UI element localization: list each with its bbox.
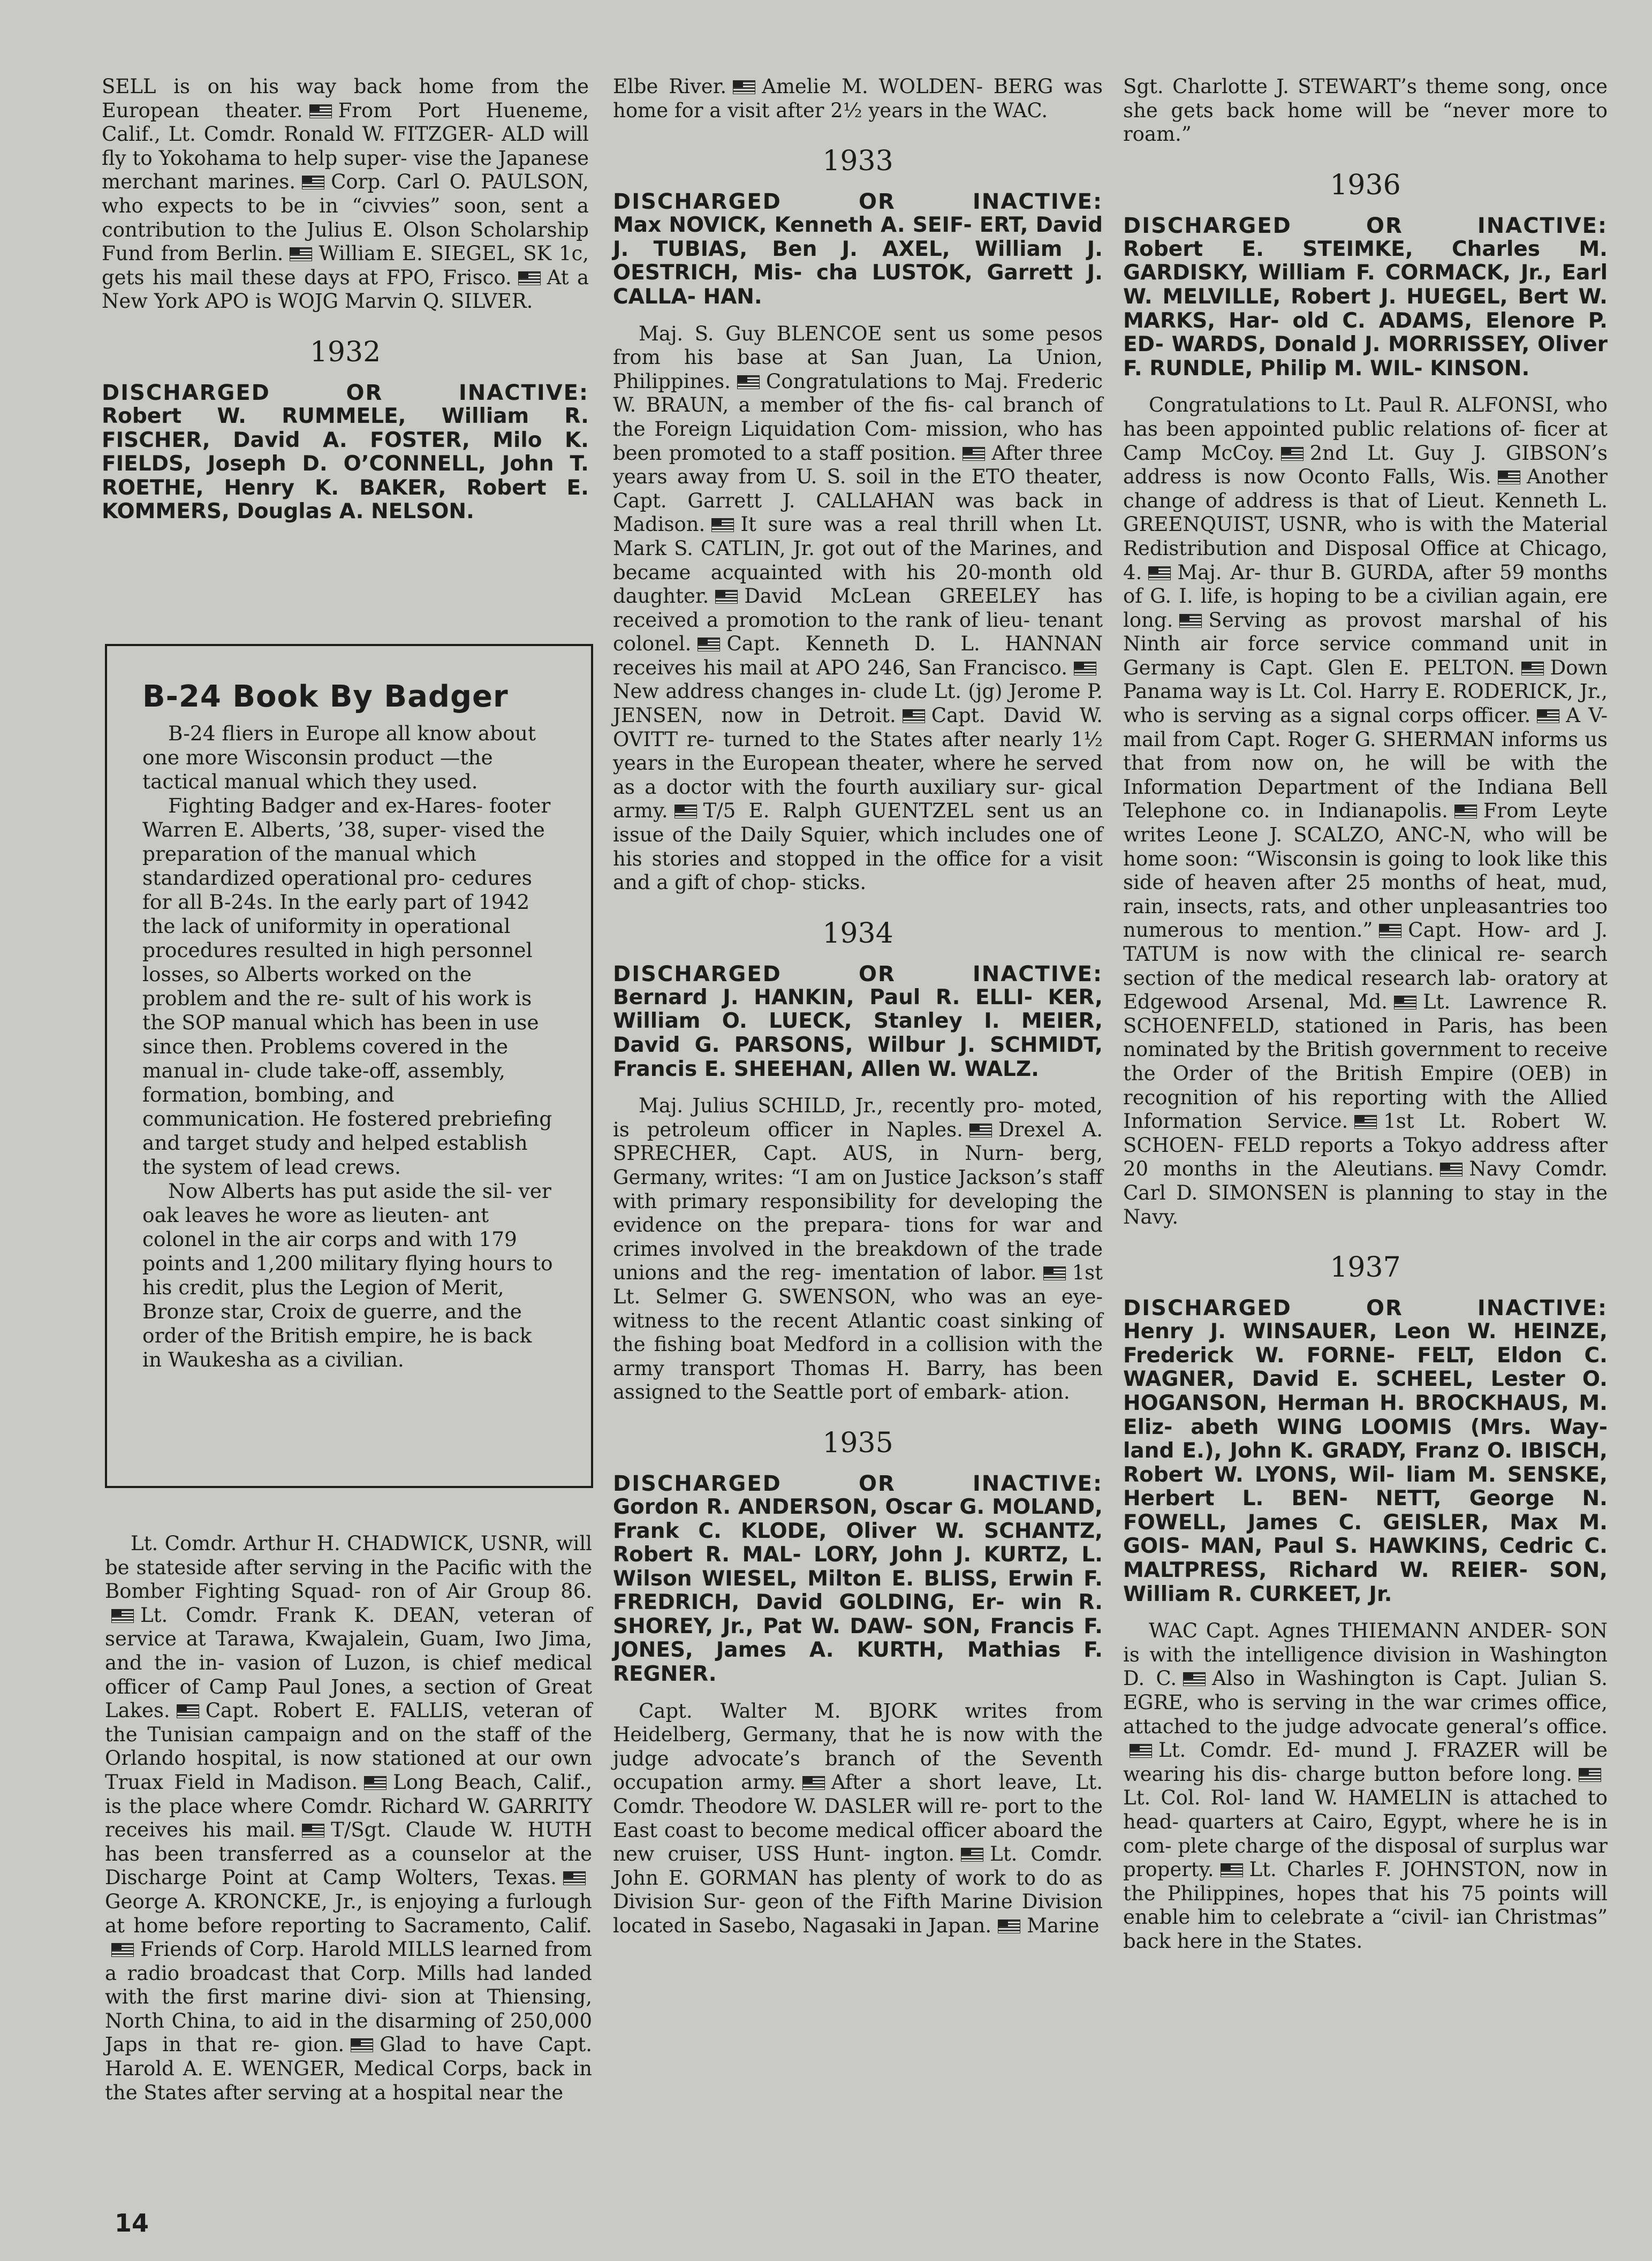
flag-icon — [302, 176, 324, 189]
flag-icon — [563, 1871, 586, 1885]
sidebar-paragraph: B-24 fliers in Europe all know about one more Wisconsin product —the tactical manual which they used. — [142, 722, 536, 793]
news-item: Marine — [1027, 1914, 1100, 1937]
discharged-heading: DISCHARGED OR INACTIVE: — [1123, 1296, 1608, 1321]
flag-icon — [1043, 1266, 1066, 1280]
column-2 — [613, 75, 1103, 1938]
news-item: Lt. Col. Rol- land W. HAMELIN is attached to head- quarters at Cairo, Egypt, where he is in com- plete charge of the disposal of surplus war property. — [1123, 1786, 1608, 1881]
flag-icon — [1521, 662, 1544, 676]
news-item: William E. SIEGEL, SK 1c, gets his mail these days at FPO, Frisco. — [102, 242, 589, 289]
news-item: David McLean GREELEY has received a promotion to the rank of lieu- tenant colonel. — [613, 585, 1103, 656]
sidebar-title: B-24 Book By Badger — [142, 679, 509, 714]
news-item: Friends of Corp. Harold MILLS learned from a radio broadcast that Corp. Mills had landed with the first marine divi- sion at Thiensing, North China, to aid in the disarming of 250,000 Japs in that re- gion. — [105, 1938, 592, 2057]
flag-icon — [715, 590, 738, 604]
news-item: At a New York APO is WOJG Marvin Q. SILVER. — [102, 265, 589, 313]
column-2-intro — [613, 75, 1103, 123]
news-item: Capt. How- ard J. TATUM is now with the clinical re- search section of the medical research lab- oratory at Edgewood Arsenal, Md. — [1123, 919, 1608, 1014]
flag-icon — [698, 638, 720, 651]
discharged-heading: DISCHARGED OR INACTIVE: — [613, 961, 1103, 987]
discharged-names-1935: Gordon R. ANDERSON, Oscar G. MOLAND, Frank C. KLODE, Oliver W. SCHANTZ, Robert R. MAL- LORY, John J. KURTZ, L. Wilson WIESEL, Milton E. BLISS, Erwin F. FREDRICH, David GOLDING, Er- win R. SHOREY, Jr., Pat W. DAW- SON, Francis F. JONES, James A. KURTH, Mathias F. REGNER. — [613, 1494, 1103, 1687]
flag-icon — [675, 805, 697, 818]
flag-icon — [1148, 566, 1171, 580]
news-item: New address changes in- clude Lt. (jg) Jerome P. JENSEN, now in Detroit. — [613, 680, 1103, 727]
news-item: Elbe River. — [613, 75, 727, 98]
news-item: Corp. Carl O. PAULSON, who expects to be in “civvies” soon, sent a contribution to the Julius E. Olson Scholarship Fund from Berlin. — [102, 170, 589, 265]
year-heading-1935: 1935 — [822, 1427, 893, 1459]
sidebar-paragraph: Fighting Badger and ex-Hares- footer Warren E. Alberts, ’38, super- vised the preparation of the manual which standardized operational pro- cedures for all B-24s. In the early part of 1942 the lack of uniformity in operational procedures resulted in high personnel losses, so Alberts worked on the problem and the re- sult of his work is the SOP manual which has been in use since then. Problems covered in the manual in- clude take-off, assembly, formation, bombing, and communication. He fostered prebriefing and target study and helped establish the system of lead crews. — [142, 794, 552, 1179]
news-item: Maj. Ar- thur B. GURDA, after 59 months of G. I. life, is hoping to be a civilian again, ere long. — [1123, 560, 1608, 632]
news-item: Lt. Lawrence R. SCHOENFELD, stationed in Paris, has been nominated by the British government to receive the Order of the British Empire (OEB) in recognition of his reporting with the Allied Information Service. — [1123, 990, 1608, 1133]
flag-icon — [1454, 805, 1477, 818]
flag-icon — [111, 1943, 134, 1957]
discharged-names-1933: Max NOVICK, Kenneth A. SEIF- ERT, David J. TUBIAS, Ben J. AXEL, William J. OESTRICH, Mis- cha LUSTOK, Garrett J. CALLA- HAN. — [613, 213, 1103, 309]
flag-icon — [518, 271, 541, 285]
flag-icon — [1179, 614, 1202, 628]
column-1 — [102, 75, 589, 524]
news-item: Glad to have Capt. Harold A. E. WENGER, Medical Corps, back in the States after serving at a hospital near the — [105, 2033, 593, 2104]
news-item: 1st Lt. Robert W. SCHOEN- FELD reports a Tokyo address after 20 months in the Aleutians. — [1123, 1110, 1608, 1181]
year-heading-1932: 1932 — [309, 336, 381, 368]
flag-icon — [1394, 996, 1416, 1010]
flag-icon — [290, 247, 312, 261]
flag-icon — [1579, 1768, 1601, 1782]
news-item: After three years away from U. S. soil in the ETO theater, Capt. Garrett J. CALLAHAN was back in Madison. — [613, 441, 1103, 536]
flag-icon — [1183, 1672, 1206, 1686]
news-item: 2nd Lt. Guy J. GIBSON’s address is now Oconto Falls, Wis. — [1123, 441, 1608, 489]
flag-icon — [177, 1704, 199, 1718]
column-3 — [1123, 75, 1608, 1954]
discharged-heading: DISCHARGED OR INACTIVE: — [102, 380, 589, 405]
flag-icon — [364, 1776, 387, 1790]
news-item: Long Beach, Calif., is the place where Comdr. Richard W. GARRITY receives his mail. — [105, 1770, 592, 1842]
news-item: Lt. Comdr. John E. GORMAN has plenty of work to do as Division Sur- geon of the Fifth Marine Division located in Sasebo, Nagasaki in Japan. — [613, 1842, 1103, 1937]
news-item: From Leyte writes Leone J. SCALZO, ANC-N, who will be home soon: “Wisconsin is going to look like this side of heaven after 25 months of heat, mud, rain, insects, rats, and other unpleasantries too numerous to mention.” — [1123, 799, 1608, 942]
flag-icon — [302, 1824, 324, 1838]
news-item: Down Panama way is Lt. Col. Harry E. RODERICK, Jr., who is serving as a signal corps officer. — [1123, 656, 1608, 727]
flag-icon — [802, 1776, 825, 1790]
news-item: Another change of address is that of Lieut. Kenneth L. GREENQUIST, USNR, who is with the Material Redistribution and Disposal Office at Chicago, 4. — [1123, 465, 1608, 584]
flag-icon — [1379, 924, 1401, 938]
year-heading-1934: 1934 — [822, 917, 893, 950]
news-item: Capt. Walter M. BJORK writes from Heidelberg, Germany, that he is now with the judge advocate’s branch of the Seventh occupation army. — [613, 1699, 1103, 1794]
year-heading-1937: 1937 — [1330, 1251, 1401, 1284]
news-item: T/Sgt. Claude W. HUTH has been transferred as a counselor at the Discharge Point at Camp Wolters, Texas. — [105, 1818, 592, 1890]
flag-icon — [737, 375, 760, 389]
news-item: Serving as provost marshal of his Ninth air force service command unit in Germany is Capt. Glen E. PELTON. — [1123, 608, 1608, 679]
discharged-heading: DISCHARGED OR INACTIVE: — [1123, 213, 1608, 238]
flag-icon — [1498, 471, 1520, 484]
news-item: Congratulations to Maj. Frederic W. BRAUN, a member of the fis- cal branch of the Foreign Liquidation Com- mission, who has been promoted to a staff position. — [613, 369, 1103, 465]
news-item: 1st Lt. Selmer G. SWENSON, who was an eye-witness to the recent Atlantic coast sinking of the fishing boat Medford in a collision with the army transport Thomas H. Barry, has been assigned to the Seattle port of embark- ation. — [613, 1261, 1103, 1404]
flag-icon — [351, 2038, 373, 2052]
news-item: Lt. Comdr. Frank K. DEAN, veteran of service at Tarawa, Kwajalein, Guam, Iwo Jima, and the in- vasion of Luzon, is chief medical officer of Camp Paul Jones, a section of Great Lakes. — [105, 1603, 592, 1723]
news-item: A V-mail from Capt. Roger G. SHERMAN informs us that from now on, he will be with the Information Department of the Indiana Bell Telephone co. in Indianapolis. — [1123, 704, 1608, 823]
flag-icon — [903, 709, 925, 723]
section-body-1933 — [613, 322, 1103, 895]
news-item: Capt. Kenneth D. L. HANNAN receives his mail at APO 246, San Francisco. — [613, 632, 1103, 679]
flag-icon — [961, 1848, 983, 1862]
news-item: Maj. S. Guy BLENCOE sent us some pesos from his base at San Juan, La Union, Philippines. — [613, 322, 1103, 393]
news-item: Capt. David W. OVITT re- turned to the States after nearly 1½ years in the European theater, where he served as a doctor with the fourth auxiliary sur- gical army. — [613, 704, 1103, 823]
news-item: Maj. Julius SCHILD, Jr., recently pro- moted, is petroleum officer in Naples. — [613, 1094, 1103, 1141]
news-item: Lt. Charles F. JOHNSTON, now in the Philippines, hopes that his 75 points will enable him to celebrate a “civil- ian Christmas” back here in the States. — [1123, 1858, 1608, 1953]
column-3-intro: Sgt. Charlotte J. STEWART’s theme song, once she gets back home will be “never more to roam.” — [1123, 75, 1608, 146]
flag-icon — [1221, 1863, 1243, 1877]
flag-icon — [998, 1919, 1020, 1933]
discharged-names-1932: Robert W. RUMMELE, William R. FISCHER, David A. FOSTER, Milo K. FIELDS, Joseph D. O’CONNELL, John T. ROETHE, Henry K. BAKER, Robert E. KOMMERS, Douglas A. NELSON. — [102, 404, 589, 524]
section-body-1934 — [613, 1094, 1103, 1405]
news-item: T/5 E. Ralph GUENTZEL sent us an issue of the Daily Squier, which includes one of his stories and stopped in the office for a visit and a gift of chop- sticks. — [613, 799, 1103, 894]
news-item: Drexel A. SPRECHER, Capt. AUS, in Nurn- berg, Germany, writes: “I am on Justice Jackson’s staff with primary responsibility for developing the evidence on the prepara- tions for war and crimes involved in the breakdown of the trade unions and the reg- imentation of labor. — [613, 1118, 1103, 1285]
flag-icon — [711, 518, 734, 532]
discharged-names-1937: Henry J. WINSAUER, Leon W. HEINZE, Frederick W. FORNE- FELT, Eldon C. WAGNER, David E. SCHEEL, Lester O. HOGANSON, Herman H. BROCKHAUS, M. Eliz- abeth WING LOOMIS (Mrs. Way- land E.), John K. GRADY, Franz O. IBISCH, Robert W. LYONS, Wil- liam M. SENSKE, Herbert L. BEN- NETT, George N. FOWELL, James C. GEISLER, Max M. GOIS- MAN, Paul S. HAWKINS, Cedric C. MALTPRESS, Richard W. REIER- SON, William R. CURKEET, Jr. — [1123, 1319, 1608, 1606]
news-item: WAC Capt. Agnes THIEMANN ANDER- SON is with the intelligence division in Washington D. C. — [1123, 1619, 1608, 1690]
flag-icon — [1537, 709, 1559, 723]
flag-icon — [1281, 447, 1304, 461]
section-body-1935 — [613, 1699, 1103, 1938]
news-item: George A. KRONCKE, Jr., is enjoying a furlough at home before reporting to Sacramento, Calif. — [105, 1890, 592, 1937]
news-item: Amelie M. WOLDEN- BERG was home for a visit after 2½ years in the WAC. — [613, 75, 1103, 122]
news-item: Lt. Comdr. Arthur H. CHADWICK, USNR, will be stateside after serving in the Pacific with the Bomber Fighting Squad- ron of Air Group 86. — [105, 1532, 592, 1603]
column-1-intro — [102, 75, 589, 314]
sidebar-box — [105, 644, 593, 1488]
column-1-body — [105, 1532, 592, 2105]
flag-icon — [1354, 1115, 1377, 1129]
news-item: From Port Hueneme, Calif., Lt. Comdr. Ronald W. FITZGER- ALD will fly to Yokohama to help super- vise the Japanese merchant marines. — [102, 98, 589, 194]
news-item: Lt. Comdr. Ed- mund J. FRAZER will be wearing his dis- charge button before long. — [1123, 1739, 1608, 1786]
discharged-heading: DISCHARGED OR INACTIVE: — [613, 1471, 1103, 1496]
flag-icon — [963, 447, 985, 461]
news-item: Also in Washington is Capt. Julian S. EGRE, who is serving in the war crimes office, attached to the judge advocate general’s office. — [1123, 1667, 1608, 1738]
section-body-1937 — [1123, 1619, 1608, 1953]
flag-icon — [1440, 1163, 1462, 1177]
flag-icon — [111, 1609, 134, 1623]
year-heading-1936: 1936 — [1330, 169, 1401, 201]
section-body-1936 — [1123, 393, 1608, 1229]
discharged-names-1934: Bernard J. HANKIN, Paul R. ELLI- KER, William O. LUECK, Stanley I. MEIER, David G. PARSONS, Wilbur J. SCHMIDT, Francis E. SHEEHAN, Allen W. WALZ. — [613, 985, 1103, 1081]
flag-icon — [733, 80, 755, 94]
news-item: After a short leave, Lt. Comdr. Theodore W. DASLER will re- port to the East coast to become medical officer aboard the new cruiser, USS Hunt- ington. — [613, 1771, 1103, 1866]
discharged-names-1936: Robert E. STEIMKE, Charles M. GARDISKY, William F. CORMACK, Jr., Earl W. MELVILLE, Robert J. HUEGEL, Bert W. MARKS, Har- old C. ADAMS, Elenore P. ED- WARDS, Donald J. MORRISSEY, Oliver F. RUNDLE, Philip M. WIL- KINSON. — [1123, 237, 1608, 381]
news-item: SELL is on his way back home from the European theater. — [102, 75, 589, 122]
year-heading-1933: 1933 — [822, 145, 893, 178]
column-1-lower — [105, 1532, 592, 2105]
news-item: Navy Comdr. Carl D. SIMONSEN is planning to stay in the Navy. — [1123, 1157, 1608, 1228]
page-number: 14 — [115, 2209, 149, 2237]
flag-icon — [969, 1124, 992, 1137]
flag-icon — [309, 104, 332, 118]
news-item: Congratulations to Lt. Paul R. ALFONSI, who has been appointed public relations of- ficer at Camp McCoy. — [1123, 393, 1608, 465]
flag-icon — [1074, 662, 1096, 676]
news-item: It sure was a real thrill when Lt. Mark S. CATLIN, Jr. got out of the Marines, and became acquainted with his 20-month old daughter. — [613, 513, 1103, 608]
discharged-heading: DISCHARGED OR INACTIVE: — [613, 189, 1103, 215]
sidebar-paragraph: Now Alberts has put aside the sil- ver oak leaves he wore as lieuten- ant colonel in the air corps and with 179 points and 1,200 military flying hours to his credit, plus the Legion of Merit, Bronze star, Croix de guerre, and the order of the British empire, he is back in Waukesha as a civilian. — [142, 1179, 553, 1371]
news-item: Capt. Robert E. FALLIS, veteran of the Tunisian campaign and on the staff of the Orlando hospital, is now stationed at our own Truax Field in Madison. — [105, 1699, 592, 1794]
flag-icon — [1130, 1744, 1152, 1758]
